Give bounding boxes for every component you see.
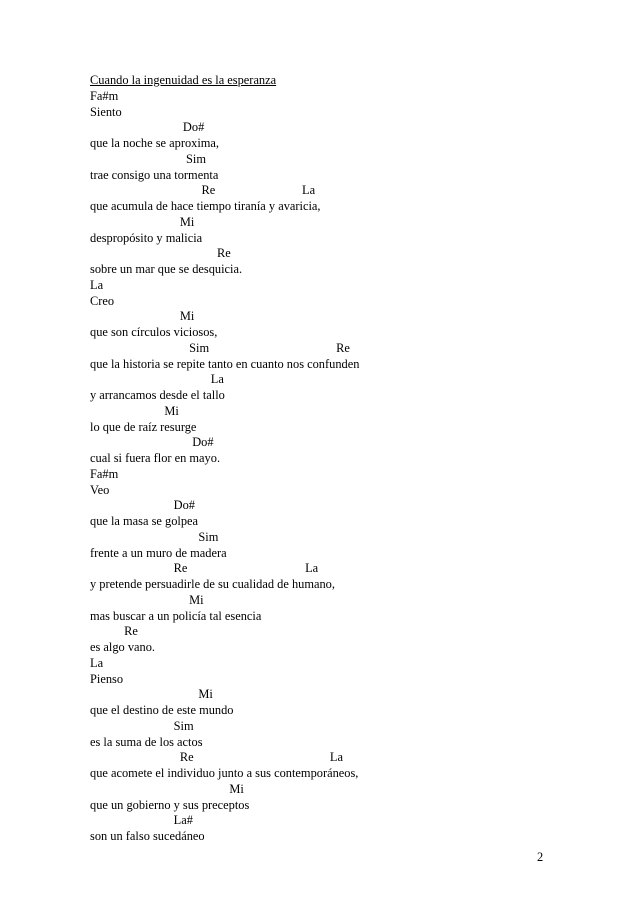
- lyric-line: cual si fuera flor en mayo.: [90, 451, 221, 465]
- lyric-line: que la masa se golpea: [90, 514, 199, 528]
- chord-line: Re La: [90, 183, 316, 198]
- chord-line: Sim: [90, 151, 206, 166]
- chord-line: Sim Re: [90, 340, 350, 355]
- chord-line: Sim: [90, 718, 194, 733]
- chord-line: Do#: [90, 435, 214, 450]
- lyric-line: es algo vano.: [90, 640, 156, 654]
- chord-line: Sim: [90, 529, 219, 544]
- page-number: 2: [537, 850, 544, 864]
- song-lines: [90, 89, 560, 845]
- lyric-line: que son círculos viciosos,: [90, 325, 218, 339]
- lyric-line: que acumula de hace tiempo tiranía y avaricia,: [90, 199, 321, 213]
- lyric-line: La: [90, 655, 104, 670]
- lyric-line: Veo: [90, 482, 110, 497]
- lyric-line: Fa#m: [90, 466, 119, 481]
- chord-line: Do#: [90, 498, 195, 513]
- chord-line: Mi: [90, 687, 213, 702]
- lyric-line: Siento: [90, 104, 122, 119]
- lyric-line: Pienso: [90, 671, 124, 686]
- lyric-line: que la noche se aproxima,: [90, 136, 220, 150]
- lyric-line: y arrancamos desde el tallo: [90, 388, 225, 402]
- lyric-line: y pretende persuadirle de su cualidad de humano,: [90, 577, 335, 591]
- chord-line: La: [90, 372, 224, 387]
- lyric-line: que un gobierno y sus preceptos: [90, 797, 250, 812]
- chord-line: Mi: [90, 309, 195, 324]
- chord-line: Mi: [90, 403, 179, 418]
- chord-line: Do#: [90, 120, 205, 135]
- chord-line: Mi: [90, 781, 244, 796]
- lyric-line: son un falso sucedáneo: [90, 829, 205, 843]
- lyric-line: Creo: [90, 293, 115, 308]
- chord-line: Re La: [90, 561, 319, 576]
- lyric-line: Fa#m: [90, 88, 119, 103]
- lyric-line: trae consigo una tormenta: [90, 167, 219, 182]
- chord-line: Mi: [90, 214, 195, 229]
- chord-line: La#: [90, 813, 193, 828]
- chord-line: Re: [90, 624, 138, 639]
- song-sheet: [90, 73, 560, 845]
- lyric-line: lo que de raíz resurge: [90, 419, 197, 434]
- lyric-line: es la suma de los actos: [90, 734, 203, 749]
- lyric-line: que el destino de este mundo: [90, 703, 234, 717]
- chord-line: Mi: [90, 592, 204, 607]
- song-title: Cuando la ingenuidad es la esperanza: [90, 73, 277, 87]
- chord-line: Re: [90, 246, 231, 261]
- lyric-line: La: [90, 277, 104, 292]
- lyric-line: frente a un muro de madera: [90, 545, 227, 560]
- lyric-line: que acomete el individuo junto a sus contemporáneos,: [90, 766, 359, 780]
- lyric-line: despropósito y malicia: [90, 230, 203, 245]
- chord-line: Re La: [90, 750, 343, 765]
- lyric-line: sobre un mar que se desquicia.: [90, 262, 243, 276]
- lyric-line: mas buscar a un policía tal esencia: [90, 608, 262, 623]
- lyric-line: que la historia se repite tanto en cuanto nos confunden: [90, 356, 360, 371]
